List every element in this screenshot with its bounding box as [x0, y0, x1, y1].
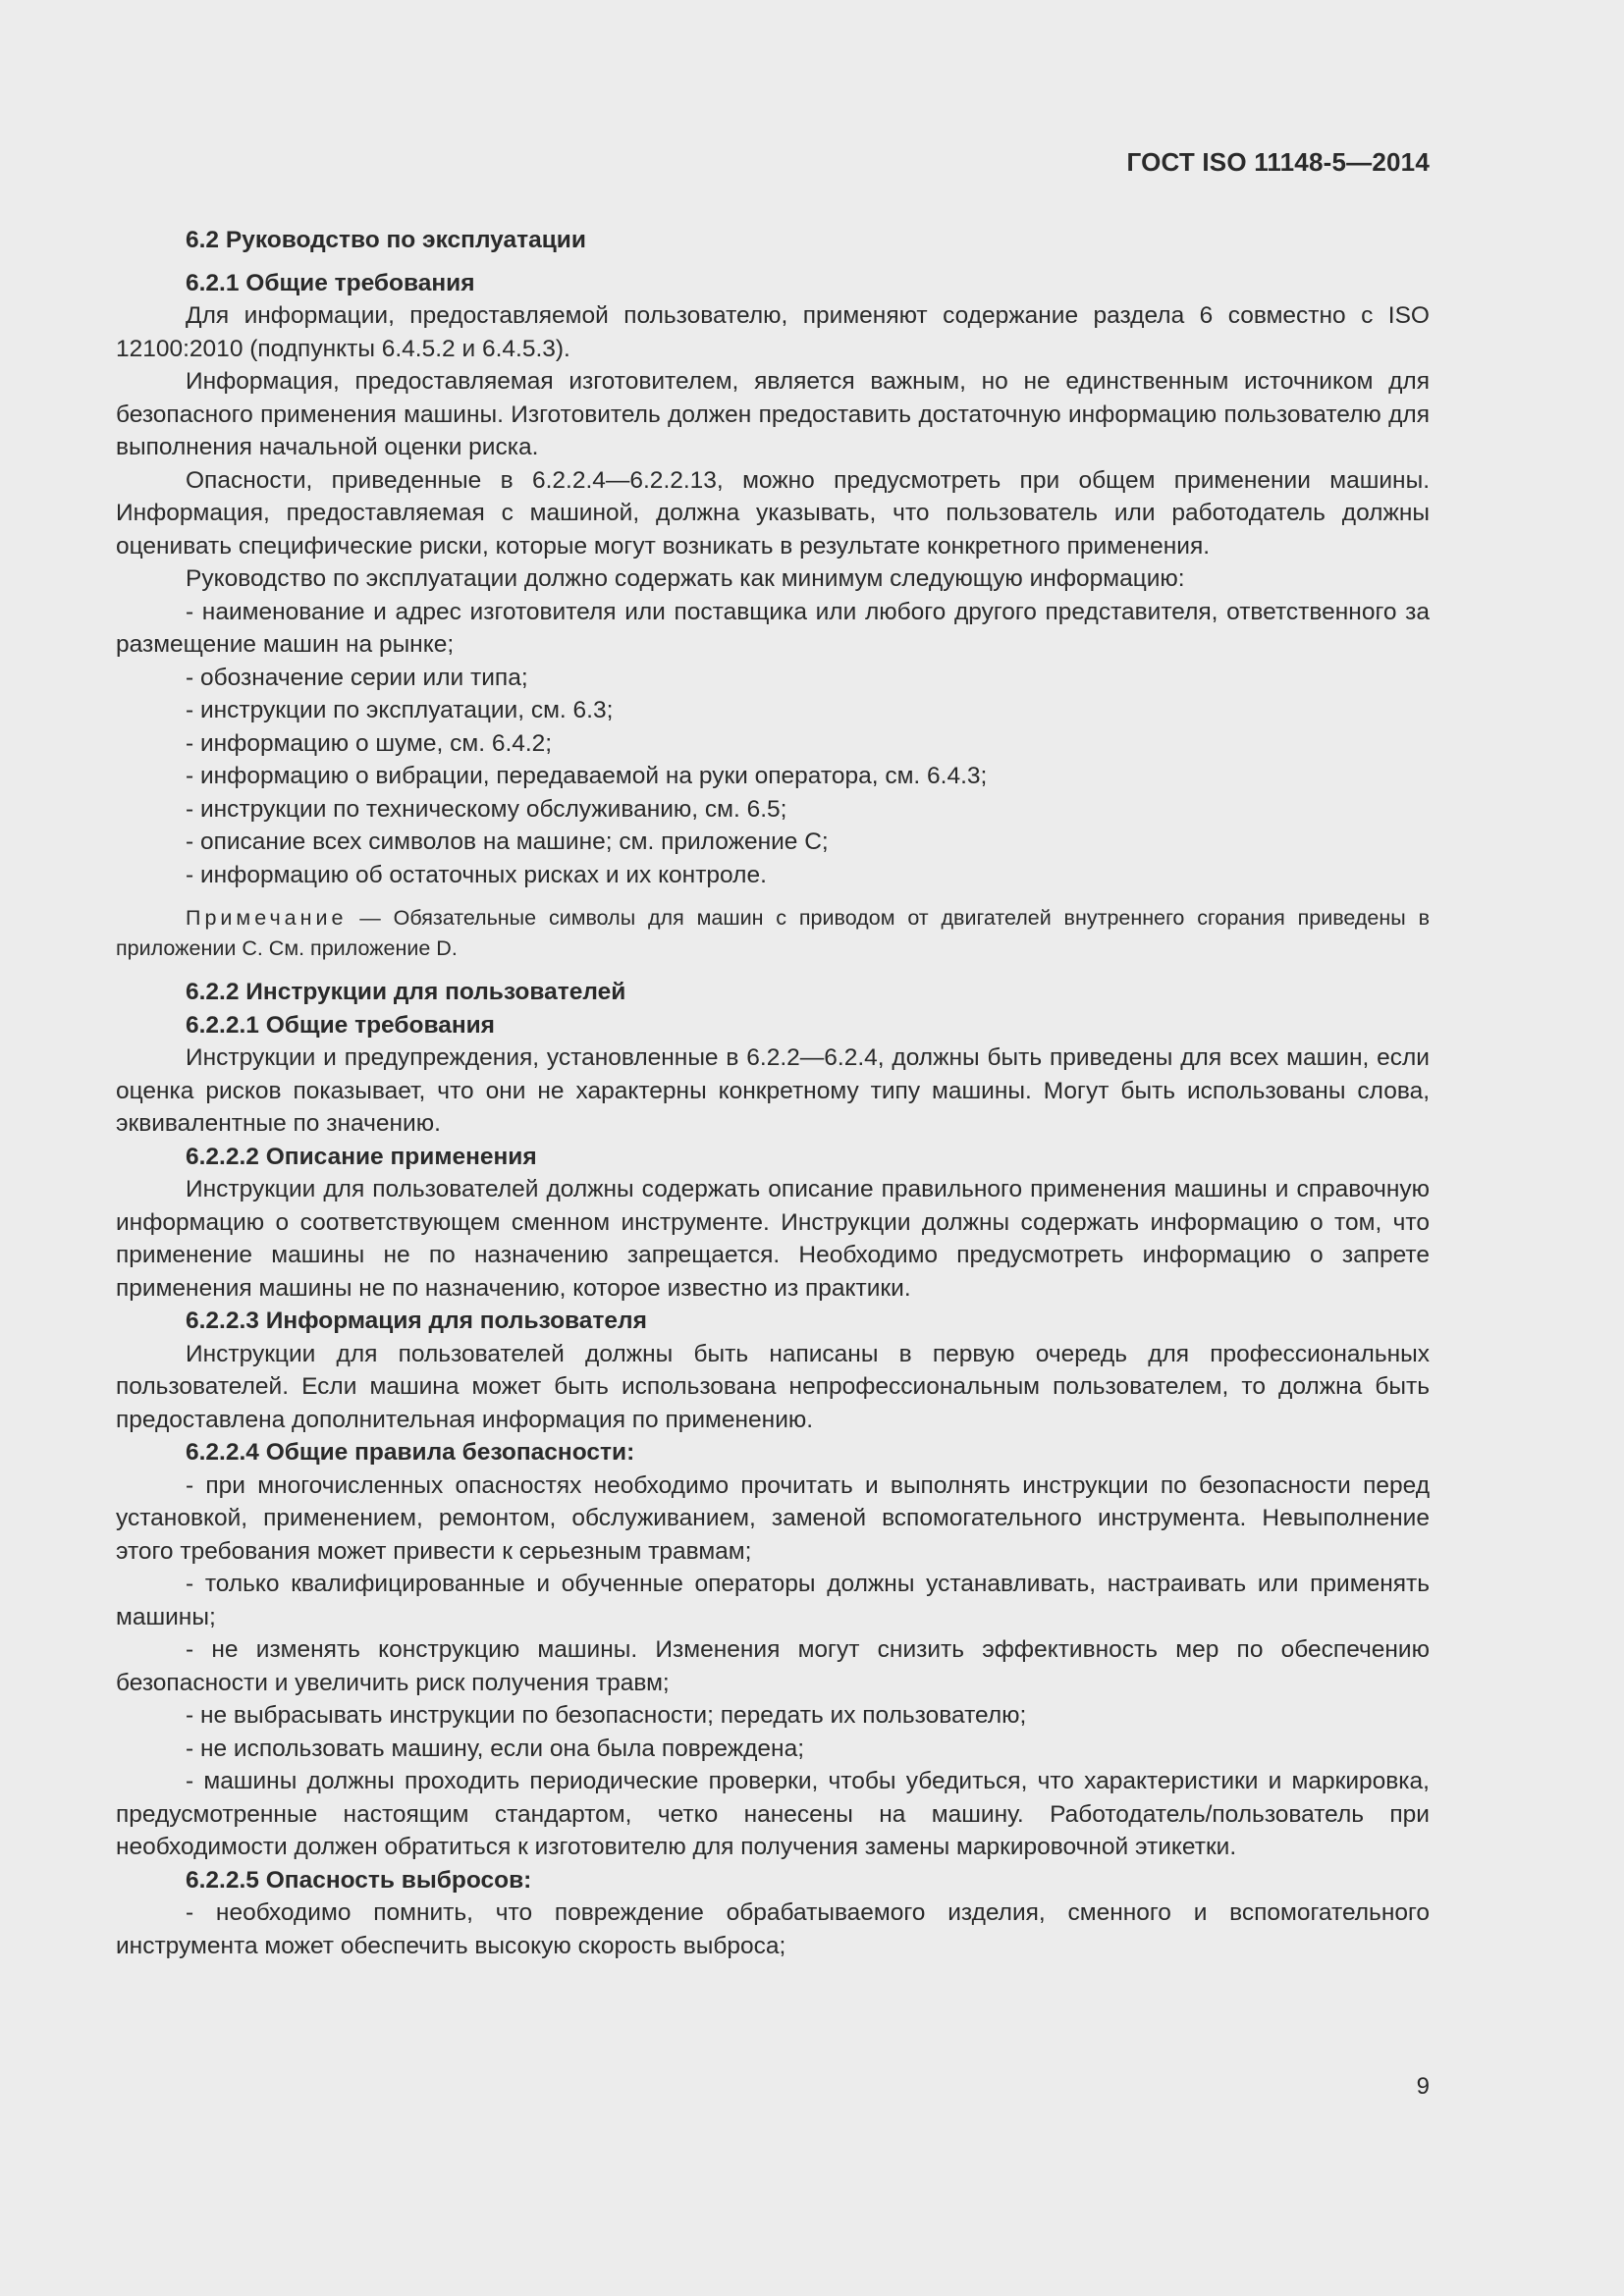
paragraph: Инструкции для пользователей должны содержать описание правильного применения машины и справочную информацию о соответствующем сменном инструменте. Инструкции должны содержать информацию о том, что применение машины не по назначению запрещается. Необходимо предусмотреть информацию о запрете применения машины не по назначению, которое известно из практики.: [116, 1176, 1430, 1302]
page-number: 9: [1416, 2073, 1430, 2100]
page-content: [116, 224, 1430, 1962]
list-item: - не выбрасывать инструкции по безопасности; передать их пользователю;: [186, 1702, 1027, 1729]
list-item: - не изменять конструкцию машины. Изменения могут снизить эффективность мер по обеспечению безопасности и увеличить риск получения травм;: [116, 1636, 1430, 1696]
paragraph: Руководство по эксплуатации должно содержать как минимум следующую информацию:: [186, 565, 1185, 592]
paragraph: Инструкции и предупреждения, установленные в 6.2.2—6.2.4, должны быть приведены для всех машин, если оценка рисков показывает, что они не характерны конкретному типу машины. Могут быть использованы слова, эквивалентные по значению.: [116, 1044, 1430, 1137]
list-item: - не использовать машину, если она была повреждена;: [186, 1735, 805, 1762]
list-item: - описание всех символов на машине; см. приложение С;: [186, 828, 829, 855]
section-6-2-2-4-heading: 6.2.2.4 Общие правила безопасности:: [186, 1439, 635, 1466]
list-item: - при многочисленных опасностях необходимо прочитать и выполнять инструкции по безопасности перед установкой, применением, ремонтом, обслуживанием, заменой вспомогательного инструмента. Невыполнение этого требования может привести к серьезным травмам;: [116, 1471, 1430, 1565]
list-item: - наименование и адрес изготовителя или поставщика или любого другого представителя, ответственного за размещение машин на рынке;: [116, 598, 1430, 658]
section-6-2-2-3-heading: 6.2.2.3 Информация для пользователя: [186, 1308, 647, 1334]
list-item: - необходимо помнить, что повреждение обрабатываемого изделия, сменного и вспомогательного инструмента может обеспечить высокую скорость выброса;: [116, 1899, 1430, 1959]
note-text: — Обязательные символы для машин с приводом от двигателей внутреннего сгорания приведены в приложении С. См. приложение D.: [116, 906, 1430, 960]
paragraph: Инструкции для пользователей должны быть написаны в первую очередь для профессиональных пользователей. Если машина может быть использована непрофессиональным пользователем, то должна быть предоставлена дополнительная информация по применению.: [116, 1340, 1430, 1433]
list-item: - машины должны проходить периодические проверки, чтобы убедиться, что характеристики и маркировка, предусмотренные настоящим стандартом, четко нанесены на машину. Работодатель/пользователь при необходимости должен обратиться к изготовителю для получения замены маркировочной этикетки.: [116, 1768, 1430, 1860]
section-6-2-2-2-heading: 6.2.2.2 Описание применения: [186, 1143, 537, 1170]
list-item: - только квалифицированные и обученные операторы должны устанавливать, настраивать или применять машины;: [116, 1571, 1430, 1630]
section-6-2-2-heading: 6.2.2 Инструкции для пользователей: [186, 979, 626, 1005]
section-6-2-1-heading: 6.2.1 Общие требования: [186, 269, 475, 296]
paragraph: Информация, предоставляемая изготовителем, является важным, но не единственным источником для безопасного применения машины. Изготовитель должен предоставить достаточную информацию пользователю для выполнения начальной оценки риска.: [116, 368, 1430, 460]
list-item: - инструкции по эксплуатации, см. 6.3;: [186, 697, 614, 723]
paragraph: Опасности, приведенные в 6.2.2.4—6.2.2.13, можно предусмотреть при общем применении машины. Информация, предоставляемая с машиной, должна указывать, что пользователь или работодатель должны оценивать специфические риски, которые могут возникать в результате конкретного применения.: [116, 466, 1430, 560]
list-item: - информацию о шуме, см. 6.4.2;: [186, 729, 553, 757]
list-item: - информацию об остаточных рисках и их контроле.: [186, 861, 767, 888]
note-label: Примечание: [186, 906, 348, 930]
list-item: - инструкции по техническому обслуживанию, см. 6.5;: [186, 795, 787, 823]
section-6-2-2-5-heading: 6.2.2.5 Опасность выбросов:: [186, 1866, 532, 1894]
document-id-header: ГОСТ ISO 11148-5—2014: [1126, 147, 1430, 177]
section-6-2-heading: 6.2 Руководство по эксплуатации: [186, 227, 586, 253]
paragraph: Для информации, предоставляемой пользователю, применяют содержание раздела 6 совместно с ISO 12100:2010 (подпункты 6.4.5.2 и 6.4.5.3).: [116, 302, 1430, 362]
note: [116, 903, 1430, 964]
list-item: - обозначение серии или типа;: [186, 664, 528, 691]
section-6-2-2-1-heading: 6.2.2.1 Общие требования: [186, 1011, 495, 1039]
list-item: - информацию о вибрации, передаваемой на руки оператора, см. 6.4.3;: [186, 763, 988, 789]
